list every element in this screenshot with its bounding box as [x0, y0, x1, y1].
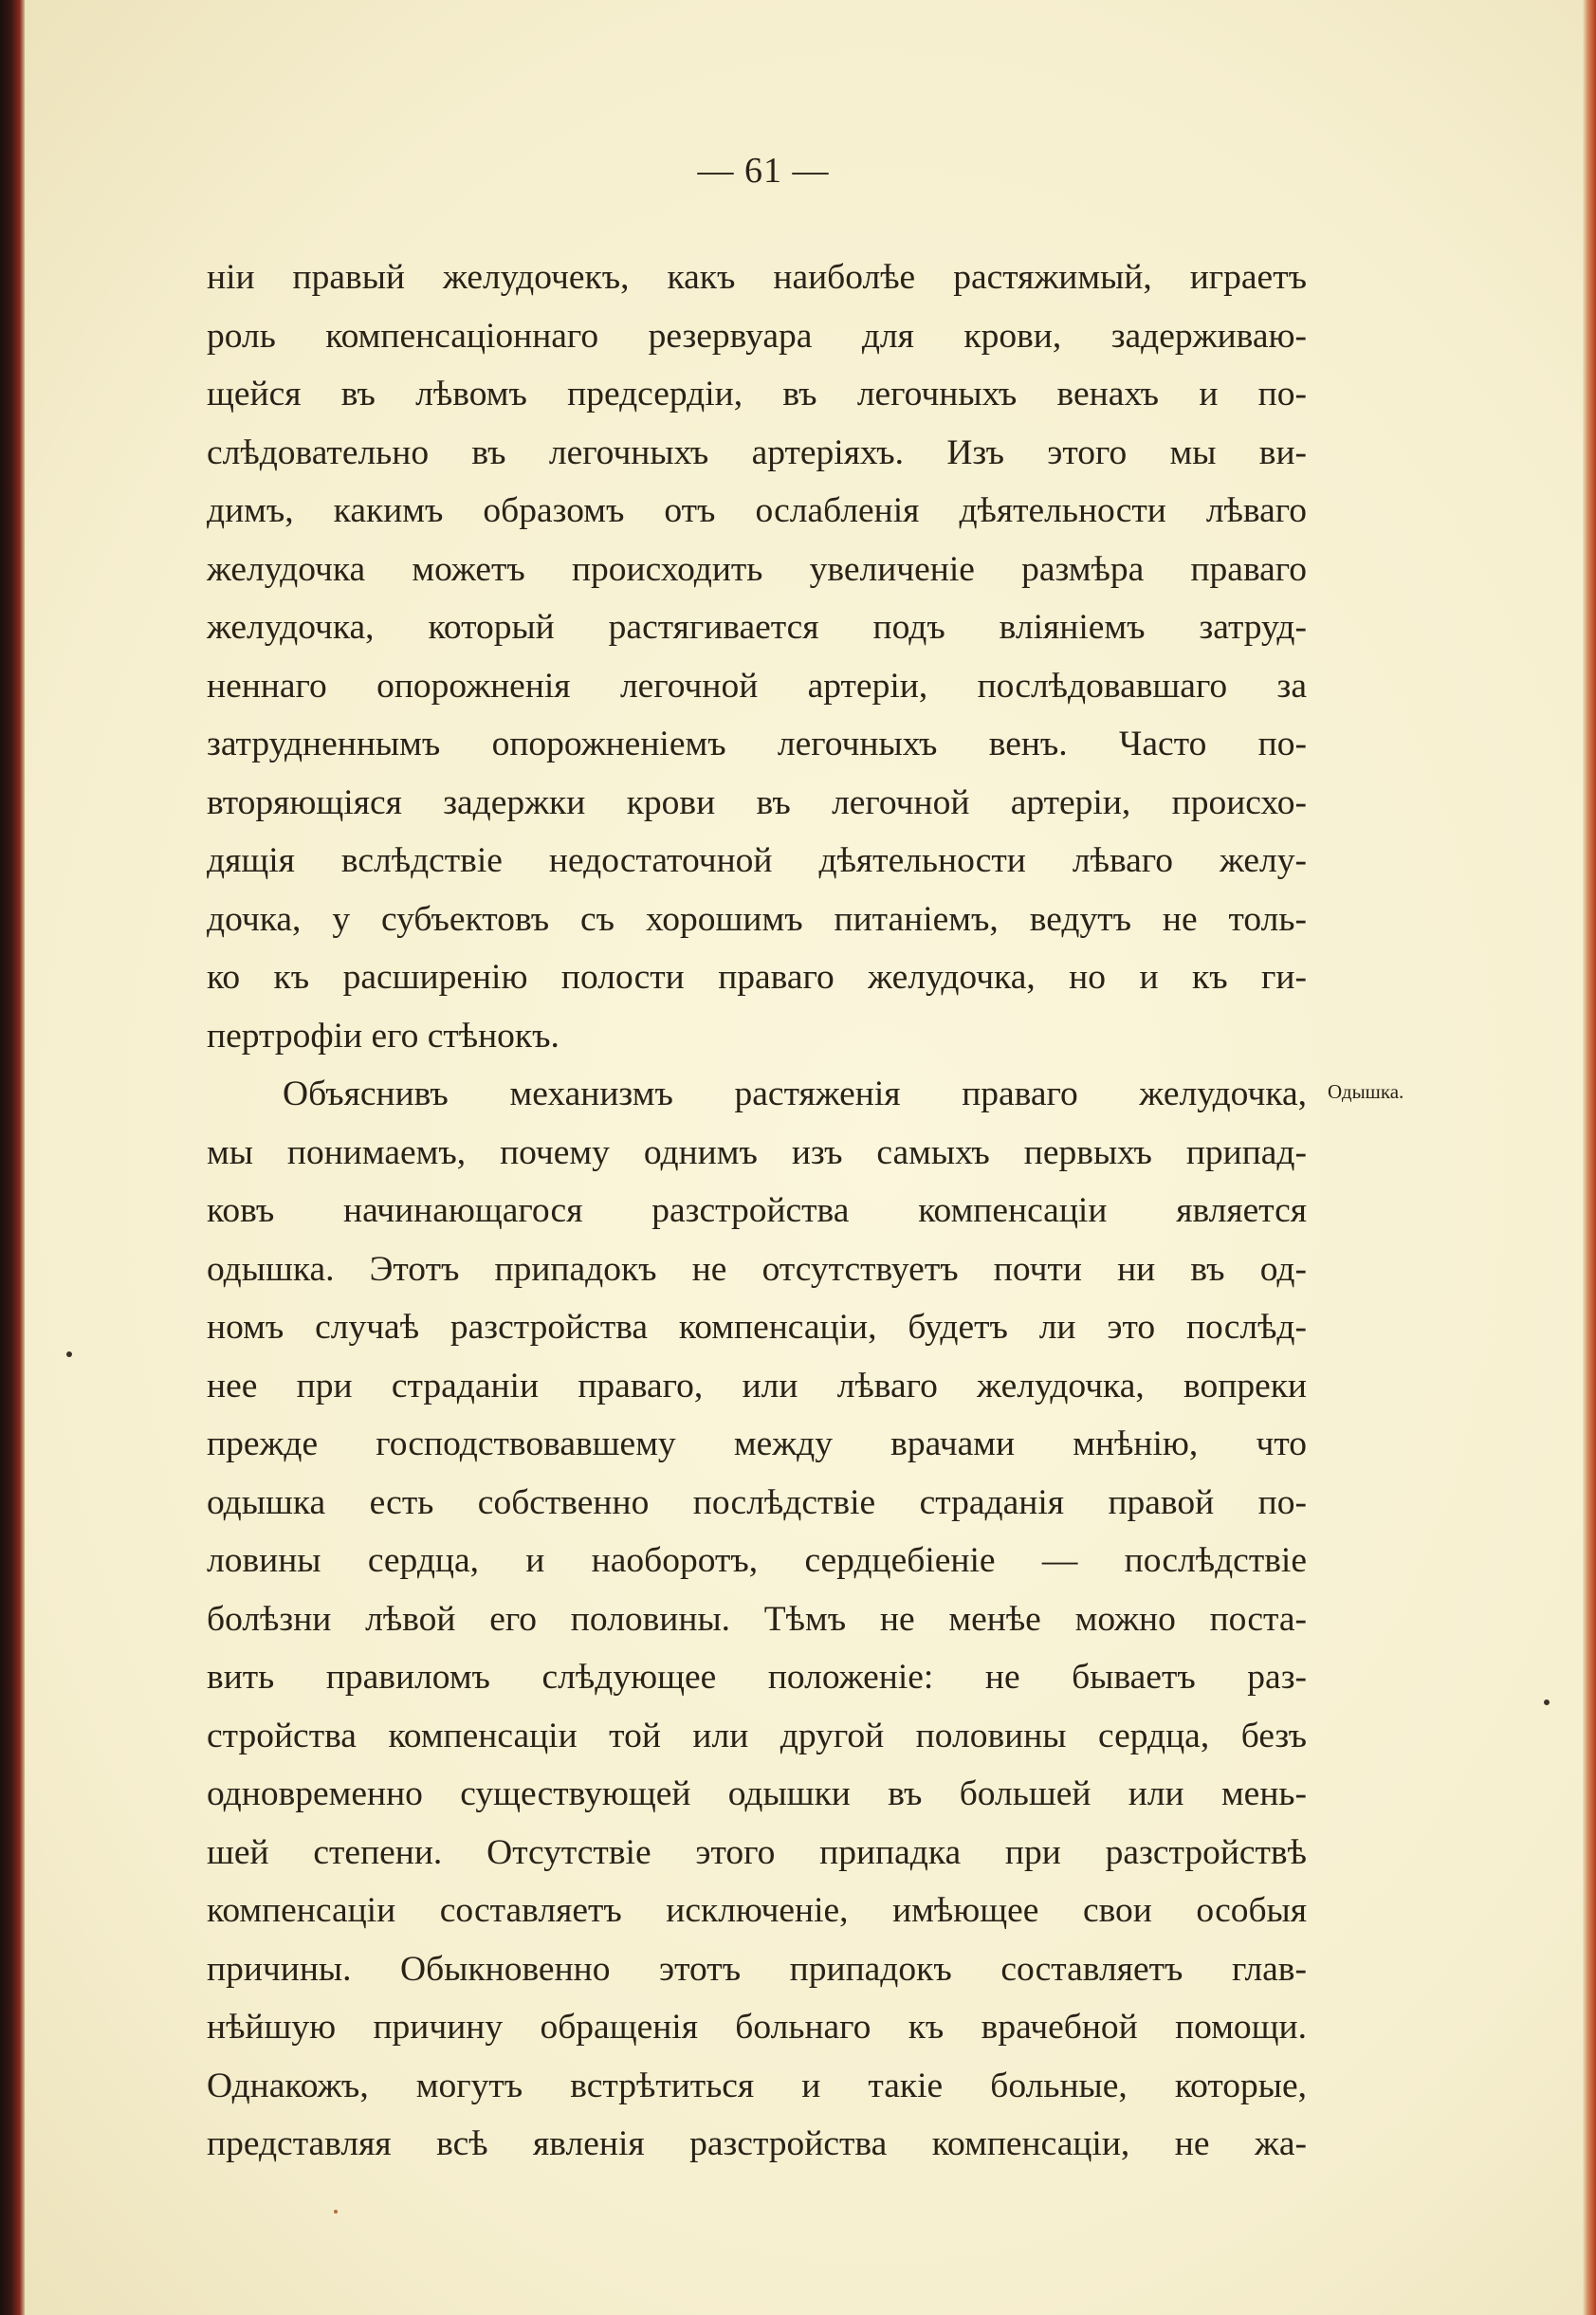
text-line: затрудненнымъ опорожненiемъ легочныхъ венъ. Часто по- — [207, 725, 1307, 763]
text-line: пертрофiи его стѣнокъ. — [207, 1016, 560, 1056]
text-line: болѣзни лѣвой его половины. Тѣмъ не менѣе можно поста- — [207, 1599, 1307, 1639]
text-line: Однакожъ, могутъ встрѣтиться и такiе больные, которые, — [207, 2066, 1307, 2105]
text-line: одышка есть собственно послѣдствiе страданiя правой по- — [207, 1482, 1307, 1522]
text-line: неннаго опорожненiя легочной артерiи, послѣдовавшаго за — [207, 666, 1307, 706]
text-line: одышка. Этотъ припадокъ не отсутствуетъ почти ни въ од- — [207, 1249, 1307, 1289]
text-line: шей степени. Отсутствiе этого припадка при разстройствѣ — [207, 1832, 1307, 1872]
text-line: слѣдовательно въ легочныхъ артерiяхъ. Изъ этого мы ви- — [207, 432, 1307, 472]
text-line: вить правиломъ слѣдующее положенiе: не бываетъ раз- — [207, 1658, 1307, 1697]
text-line: ловины сердца, и наоборотъ, сердцебiенiе — послѣдствiе — [207, 1541, 1307, 1580]
text-line: прежде господствовавшему между врачами мнѣнiю, что — [207, 1424, 1307, 1463]
page-left-edge — [0, 0, 25, 2315]
text-line: желудочка можетъ происходить увеличенiе размѣра праваго — [207, 549, 1307, 589]
text-line: ко къ расширенiю полости праваго желудочка, но и къ ги- — [207, 958, 1307, 997]
text-line: номъ случаѣ разстройства компенсацiи, будетъ ли это послѣд- — [207, 1308, 1307, 1347]
text-line: нее при страданiи праваго, или лѣваго желудочка, вопреки — [207, 1366, 1307, 1406]
page-right-edge — [1583, 0, 1596, 2315]
text-line: стройства компенсацiи той или другой половины сердца, безъ — [207, 1716, 1307, 1755]
marginal-note: Одышка. — [1328, 1080, 1404, 1103]
paper-speck — [334, 2210, 338, 2214]
text-line: ковъ начинающагося разстройства компенсацiи является — [207, 1191, 1307, 1230]
body-text — [207, 248, 1307, 2174]
paper-speck — [66, 1351, 72, 1357]
paragraph-first-line: Объяснивъ механизмъ растяженiя праваго желудочка, — [283, 1075, 1307, 1113]
text-line: дочка, у субъектовъ съ хорошимъ питанiемъ, ведутъ не толь- — [207, 899, 1307, 939]
text-line: причины. Обыкновенно этотъ припадокъ составляетъ глав- — [207, 1949, 1307, 1989]
text-line: желудочка, который растягивается подъ влiянiемъ затруд- — [207, 608, 1307, 647]
text-line: мы понимаемъ, почему однимъ изъ самыхъ первыхъ припад- — [207, 1132, 1307, 1172]
text-line: вторяющiяся задержки крови въ легочной артерiи, происхо- — [207, 782, 1307, 822]
text-line: димъ, какимъ образомъ отъ ослабленiя дѣятельности лѣваго — [207, 491, 1307, 530]
text-line: компенсацiи составляетъ исключенiе, имѣющее свои особыя — [207, 1891, 1307, 1930]
paper-speck — [1544, 1700, 1550, 1705]
text-line: нiи правый желудочекъ, какъ наиболѣе растяжимый, играетъ — [207, 258, 1307, 297]
text-line: роль компенсацiоннаго резервуара для крови, задерживаю- — [207, 316, 1307, 356]
text-line: одновременно существующей одышки въ большей или мень- — [207, 1774, 1307, 1813]
page-number: — 61 — — [697, 151, 830, 191]
text-line: представляя всѣ явленiя разстройства компенсацiи, не жа- — [207, 2124, 1307, 2163]
text-line: дящiя вслѣдствiе недостаточной дѣятельности лѣваго желу- — [207, 841, 1307, 880]
text-line: щейся въ лѣвомъ предсердiи, въ легочныхъ венахъ и по- — [207, 375, 1307, 413]
text-line: нѣйшую причину обращенiя больнаго къ врачебной помощи. — [207, 2008, 1307, 2047]
